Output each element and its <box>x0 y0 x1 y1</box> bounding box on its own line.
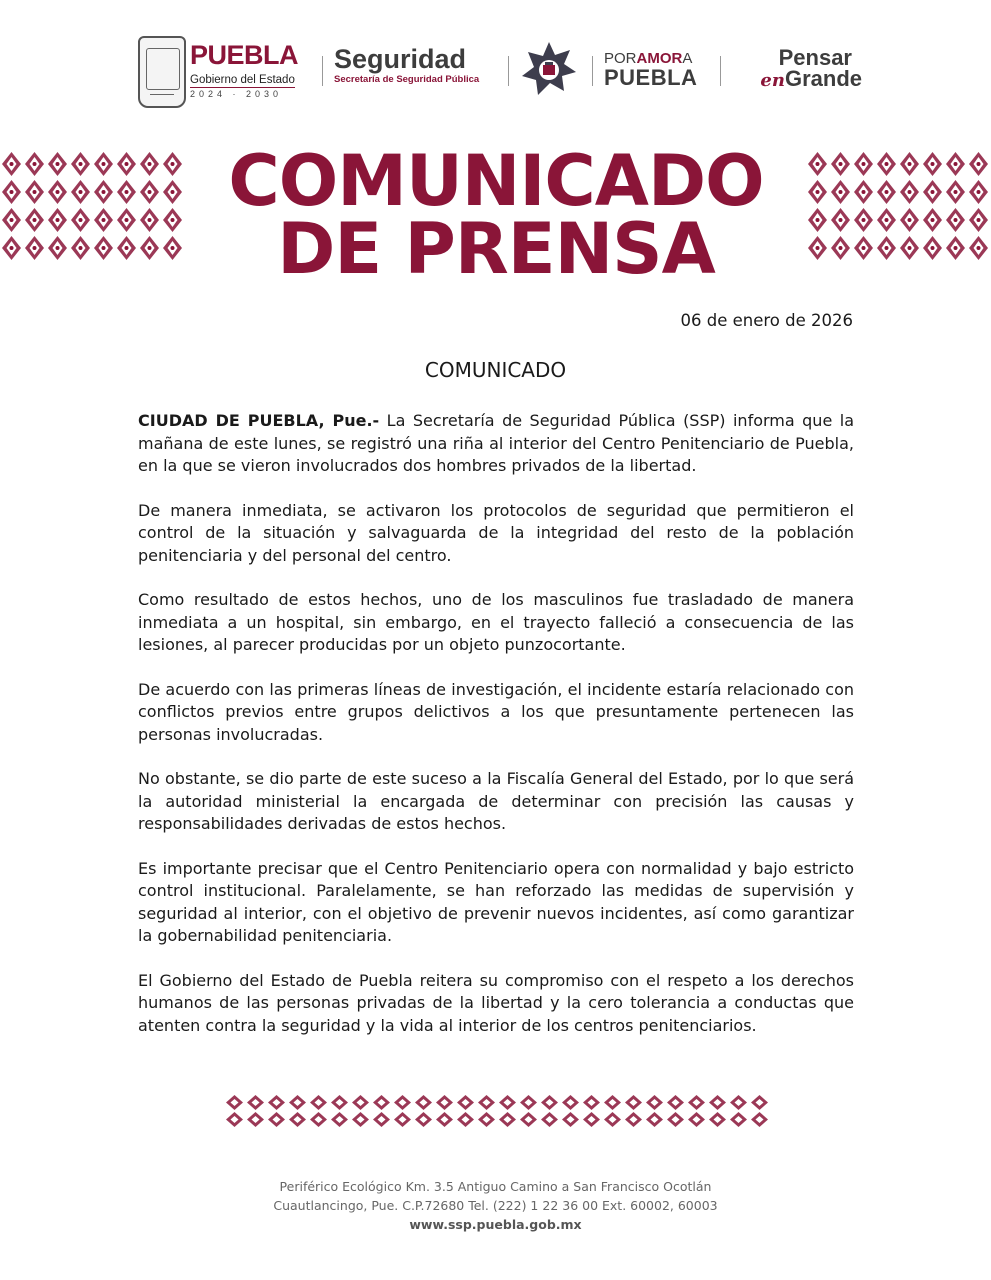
paragraph-2: De manera inmediata, se activaron los protocolos de seguridad que permitieron el control de la situación y salvaguarda de la integridad del resto de la población penitenciaria y del personal del centro. <box>138 500 854 565</box>
amor-logo-suffix: A <box>682 50 693 67</box>
logo-divider <box>508 56 509 86</box>
amor-logo-highlight: AMOR <box>636 50 683 67</box>
release-date: 06 de enero de 2026 <box>680 311 853 330</box>
puebla-logo-years: 2024 · 2030 <box>190 89 283 99</box>
paragraph-1-text: La Secretaría de Seguridad Pública (SSP) informa que la mañana de este lunes, se registró una riña al interior del Centro Penitenciario de Puebla, en la que se vieron involucrados dos hombres privados de la libertad. <box>138 411 854 475</box>
seguridad-logo <box>334 44 504 86</box>
paragraph-6: Es importante precisar que el Centro Penitenciario opera con normalidad y bajo estricto control institucional. Paralelamente, se han reforzado las medidas de supervisión y seguridad al interior, con el objetivo de prevenir nuevos incidentes, así como garantizar la gobernabilidad penitenciaria. <box>138 858 854 945</box>
seguridad-logo-subtitle: Secretaría de Seguridad Pública <box>334 74 480 85</box>
footer-line-1: Periférico Ecológico Km. 3.5 Antiguo Camino a San Francisco Ocotlán <box>279 1179 712 1194</box>
amor-logo-prefix: POR <box>604 50 637 67</box>
puebla-logo-subtitle: Gobierno del Estado <box>190 74 295 86</box>
coat-of-arms-icon <box>138 36 186 108</box>
footer-line-2: Cuautlancingo, Pue. C.P.72680 Tel. (222) 1 22 36 00 Ext. 60002, 60003 <box>273 1198 718 1213</box>
header-logos <box>0 34 991 114</box>
title-line-1: COMUNICADO <box>228 140 764 222</box>
pensar-en-grande-logo <box>732 45 862 92</box>
dateline: CIUDAD DE PUEBLA, Pue.- <box>138 411 380 430</box>
decorative-pattern-right <box>806 150 991 262</box>
section-heading: COMUNICADO <box>424 358 567 382</box>
puebla-government-logo <box>190 42 310 101</box>
decorative-pattern-bottom <box>224 1094 770 1128</box>
pensar-logo-en: en <box>760 70 785 91</box>
logo-divider <box>592 56 593 86</box>
paragraph-4: De acuerdo con las primeras líneas de investigación, el incidente estaría relacionado con conflictos previos entre grupos delictivos a los que presuntamente pertenecen las personas involucradas. <box>138 679 854 744</box>
por-amor-a-puebla-logo <box>604 50 714 88</box>
press-release-title <box>190 140 802 290</box>
paragraph-1 <box>138 410 854 478</box>
logo-divider <box>322 56 323 86</box>
amor-logo-bottom: PUEBLA <box>604 65 698 90</box>
footer-address <box>0 1177 991 1234</box>
footer-website-link[interactable]: www.ssp.puebla.gob.mx <box>409 1217 582 1232</box>
press-release-body <box>138 410 854 1059</box>
decorative-pattern-left <box>0 150 185 262</box>
puebla-logo-name: PUEBLA <box>190 40 299 70</box>
paragraph-3: Como resultado de estos hechos, uno de los masculinos fue trasladado de manera inmediata a un hospital, sin embargo, en el trayecto falleció a consecuencia de las lesiones, al parecer producidas por un objeto punzocortante. <box>138 590 854 654</box>
paragraph-5: No obstante, se dio parte de este suceso a la Fiscalía General del Estado, por lo que será la autoridad ministerial la encargada de determinar con precisión las causas y responsabilidades derivadas de estos hechos. <box>138 769 854 833</box>
pensar-logo-bottom: Grande <box>784 66 862 91</box>
title-line-2: DE PRENSA <box>277 208 715 290</box>
police-star-badge-icon <box>520 40 578 98</box>
seguridad-logo-name: Seguridad <box>334 44 467 74</box>
paragraph-7: El Gobierno del Estado de Puebla reitera su compromiso con el respeto a los derechos humanos de las personas privadas de la libertad y la cero tolerancia a conductas que atenten contra la seguridad y la vida al interior de los centros penitenciarios. <box>138 970 854 1035</box>
logo-divider <box>720 56 721 86</box>
pensar-logo-top: Pensar <box>778 45 852 70</box>
